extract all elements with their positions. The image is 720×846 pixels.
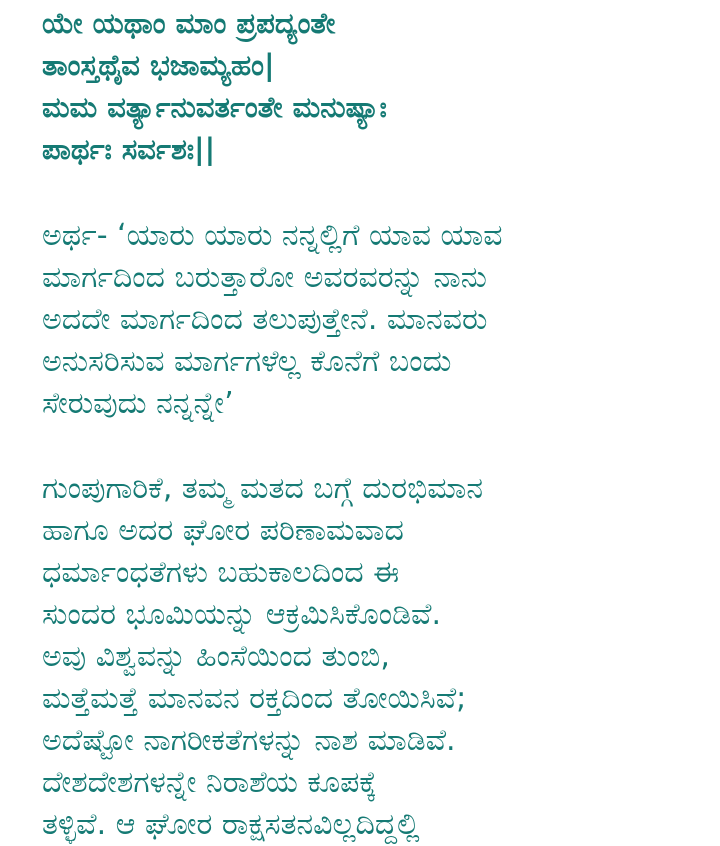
- commentary-line: ಸುಂದರ ಭೂಮಿಯನ್ನು ಆಕ್ರಮಿಸಿಕೊಂಡಿವೆ.: [42, 597, 441, 632]
- commentary-line: ಅದೆಷ್ಟೋ ನಾಗರೀಕತೆಗಳನ್ನು ನಾಶ ಮಾಡಿವೆ.: [42, 723, 456, 758]
- commentary-line: ತಳ್ಳಿವೆ. ಆ ಘೋರ ರಾಕ್ಷಸತನವಿಲ್ಲದಿದ್ದಲ್ಲಿ: [42, 807, 420, 842]
- meaning-line: ಅನುಸರಿಸುವ ಮಾರ್ಗಗಳೆಲ್ಲ ಕೊನೆಗೆ ಬಂದು: [42, 344, 452, 379]
- commentary-line: ಗುಂಪುಗಾರಿಕೆ, ತಮ್ಮ ಮತದ ಬಗ್ಗೆ ದುರಭಿಮಾನ: [42, 471, 484, 506]
- verse-block: [42, 0, 702, 170]
- document-body: [42, 0, 702, 846]
- verse-line: ಮಮ ವರ್ತ್ಯಾನುವರ್ತಂತೇ ಮನುಷ್ಯಾಃ: [42, 90, 387, 124]
- commentary-line: ಅವು ವಿಶ್ವವನ್ನು ಹಿಂಸೆಯಿಂದ ತುಂಬಿ,: [42, 639, 390, 674]
- verse-line: ಪಾರ್ಥಃ ಸರ್ವಶಃ||: [42, 132, 216, 166]
- verse-line: ಯೇ ಯಥಾಂ ಮಾಂ ಪ್ರಪದ್ಯಂತೇ: [42, 6, 336, 40]
- meaning-line: ಅದದೇ ಮಾರ್ಗದಿಂದ ತಲುಪುತ್ತೇನೆ. ಮಾನವರು: [42, 302, 488, 337]
- commentary-line: ಮತ್ತೆಮತ್ತೆ ಮಾನವನ ರಕ್ತದಿಂದ ತೋಯಿಸಿವೆ;: [42, 681, 467, 716]
- meaning-line: ಮಾರ್ಗದಿಂದ ಬರುತ್ತಾರೋ ಅವರವರನ್ನು ನಾನು: [42, 260, 487, 295]
- commentary-line: ಹಾಗೂ ಅದರ ಘೋರ ಪರಿಣಾಮವಾದ: [42, 513, 404, 548]
- meaning-line: ಸೇರುವುದು ನನ್ನನ್ನೇ’: [42, 386, 234, 421]
- commentary-line: ಧರ್ಮಾಂಧತೆಗಳು ಬಹುಕಾಲದಿಂದ ಈ: [42, 555, 400, 590]
- meaning-line: ಅರ್ಥ- ‘ಯಾರು ಯಾರು ನನ್ನಲ್ಲಿಗೆ ಯಾವ ಯಾವ: [42, 218, 503, 253]
- commentary-paragraph: [42, 468, 702, 846]
- meaning-paragraph: [42, 215, 702, 425]
- verse-line: ತಾಂಸ್ತಥೈವ ಭಜಾಮ್ಯಹಂ|: [42, 48, 275, 82]
- commentary-line: ದೇಶದೇಶಗಳನ್ನೇ ನಿರಾಶೆಯ ಕೂಪಕ್ಕೆ: [42, 765, 377, 800]
